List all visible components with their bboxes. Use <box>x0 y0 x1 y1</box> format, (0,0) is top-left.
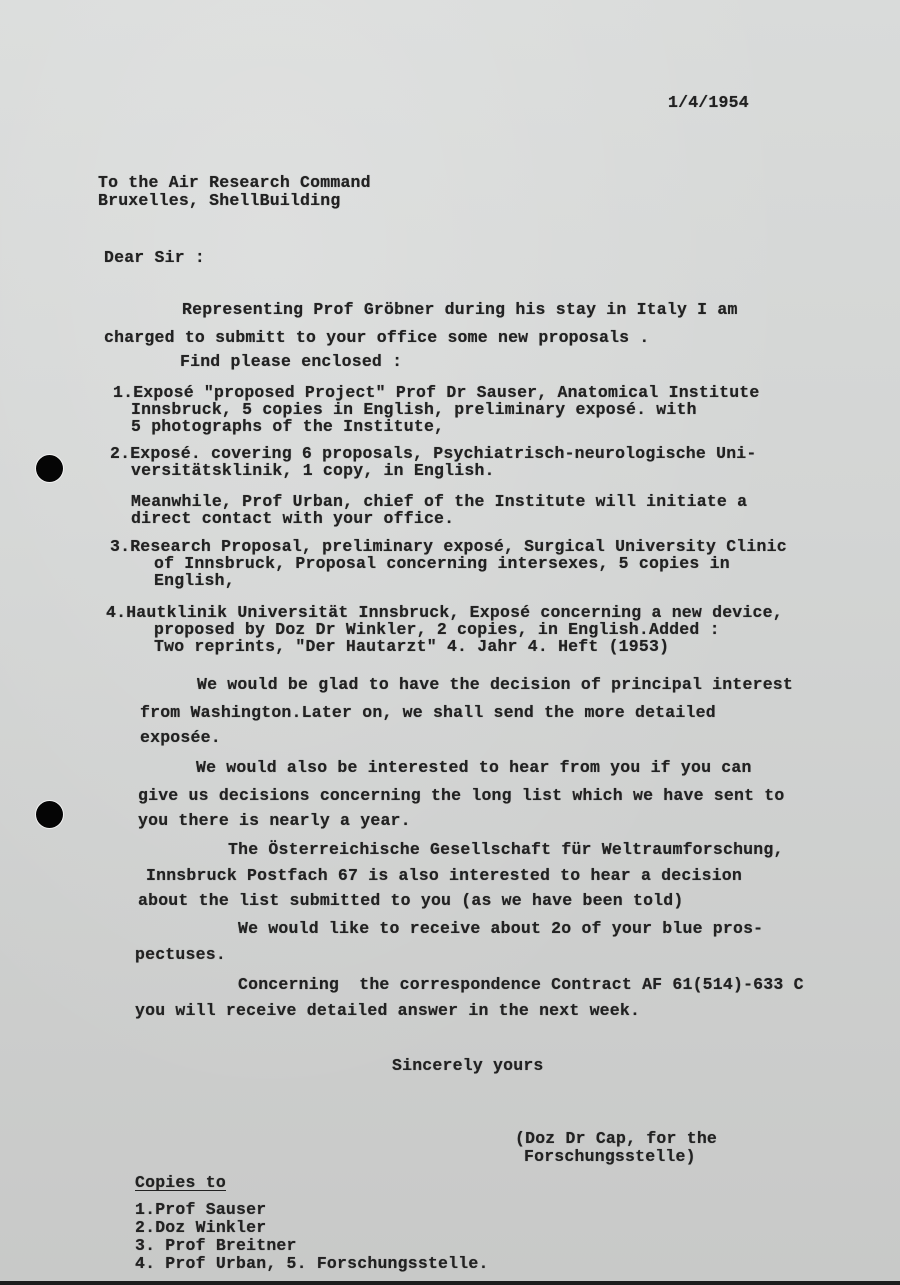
body-line-4: We would also be interested to hear from you if you can <box>196 758 752 777</box>
scan-bottom-edge <box>0 1281 900 1285</box>
intro-line-1: Representing Prof Gröbner during his stay in Italy I am <box>182 300 738 319</box>
salutation: Dear Sir : <box>104 248 206 267</box>
copies-heading: Copies to <box>135 1173 226 1192</box>
body-line-13: you will receive detailed answer in the next week. <box>135 1001 641 1020</box>
enclosure-4-line-1: 4.Hautklinik Universität Innsbruck, Exposé concerning a new device, <box>106 603 783 622</box>
body-line-9: about the list submitted to you (as we have been told) <box>138 891 684 910</box>
enclosure-2-line-1: 2.Exposé. covering 6 proposals, Psychiatrisch-neurologische Uni- <box>110 444 757 463</box>
body-line-11: pectuses. <box>135 945 226 964</box>
enclosure-3-line-3: English, <box>154 571 235 590</box>
body-line-5: give us decisions concerning the long list which we have sent to <box>138 786 785 805</box>
recipient-line-1: To the Air Research Command <box>98 173 371 192</box>
enclosure-3-line-1: 3.Research Proposal, preliminary exposé, Surgical University Clinic <box>110 537 787 556</box>
copies-item-1: 1.Prof Sauser <box>135 1200 267 1219</box>
body-line-12: Concerning the correspondence Contract AF 61(514)-633 C <box>238 975 804 994</box>
enclosure-2-line-2: versitätsklinik, 1 copy, in English. <box>131 461 495 480</box>
signature-line-1: (Doz Dr Cap, for the <box>515 1129 718 1148</box>
enclosure-2-note-line-2: direct contact with your office. <box>131 509 455 528</box>
enclosure-1-line-2: Innsbruck, 5 copies in English, preliminary exposé. with <box>131 400 697 419</box>
body-line-3: exposée. <box>140 728 221 747</box>
punch-hole-bottom <box>36 801 63 828</box>
intro-line-2: charged to submitt to your office some new proposals . <box>104 328 650 347</box>
enclosure-1-line-3: 5 photographs of the Institute, <box>131 417 445 436</box>
copies-item-3: 3. Prof Breitner <box>135 1236 297 1255</box>
closing: Sincerely yours <box>392 1056 544 1075</box>
recipient-line-2: Bruxelles, ShellBuilding <box>98 191 341 210</box>
enclosure-4-line-3: Two reprints, "Der Hautarzt" 4. Jahr 4. Heft (1953) <box>154 637 670 656</box>
copies-item-4: 4. Prof Urban, 5. Forschungsstelle. <box>135 1254 489 1273</box>
body-line-10: We would like to receive about 2o of your blue pros- <box>238 919 764 938</box>
enclosure-4-line-2: proposed by Doz Dr Winkler, 2 copies, in English.Added : <box>154 620 720 639</box>
letter-date: 1/4/1954 <box>668 93 749 112</box>
copies-item-2: 2.Doz Winkler <box>135 1218 267 1237</box>
body-line-6: you there is nearly a year. <box>138 811 411 830</box>
enclosure-1-line-1: 1.Exposé "proposed Project" Prof Dr Sauser, Anatomical Institute <box>113 383 760 402</box>
enclosure-3-line-2: of Innsbruck, Proposal concerning intersexes, 5 copies in <box>154 554 730 573</box>
body-line-8: Innsbruck Postfach 67 is also interested to hear a decision <box>146 866 742 885</box>
intro-line-3: Find please enclosed : <box>180 352 403 371</box>
body-line-1: We would be glad to have the decision of principal interest <box>197 675 793 694</box>
punch-hole-top <box>36 455 63 482</box>
enclosure-2-note-line-1: Meanwhile, Prof Urban, chief of the Institute will initiate a <box>131 492 748 511</box>
body-line-2: from Washington.Later on, we shall send the more detailed <box>140 703 716 722</box>
body-line-7: The Österreichische Gesellschaft für Weltraumforschung, <box>228 840 784 859</box>
signature-line-2: Forschungsstelle) <box>524 1147 696 1166</box>
